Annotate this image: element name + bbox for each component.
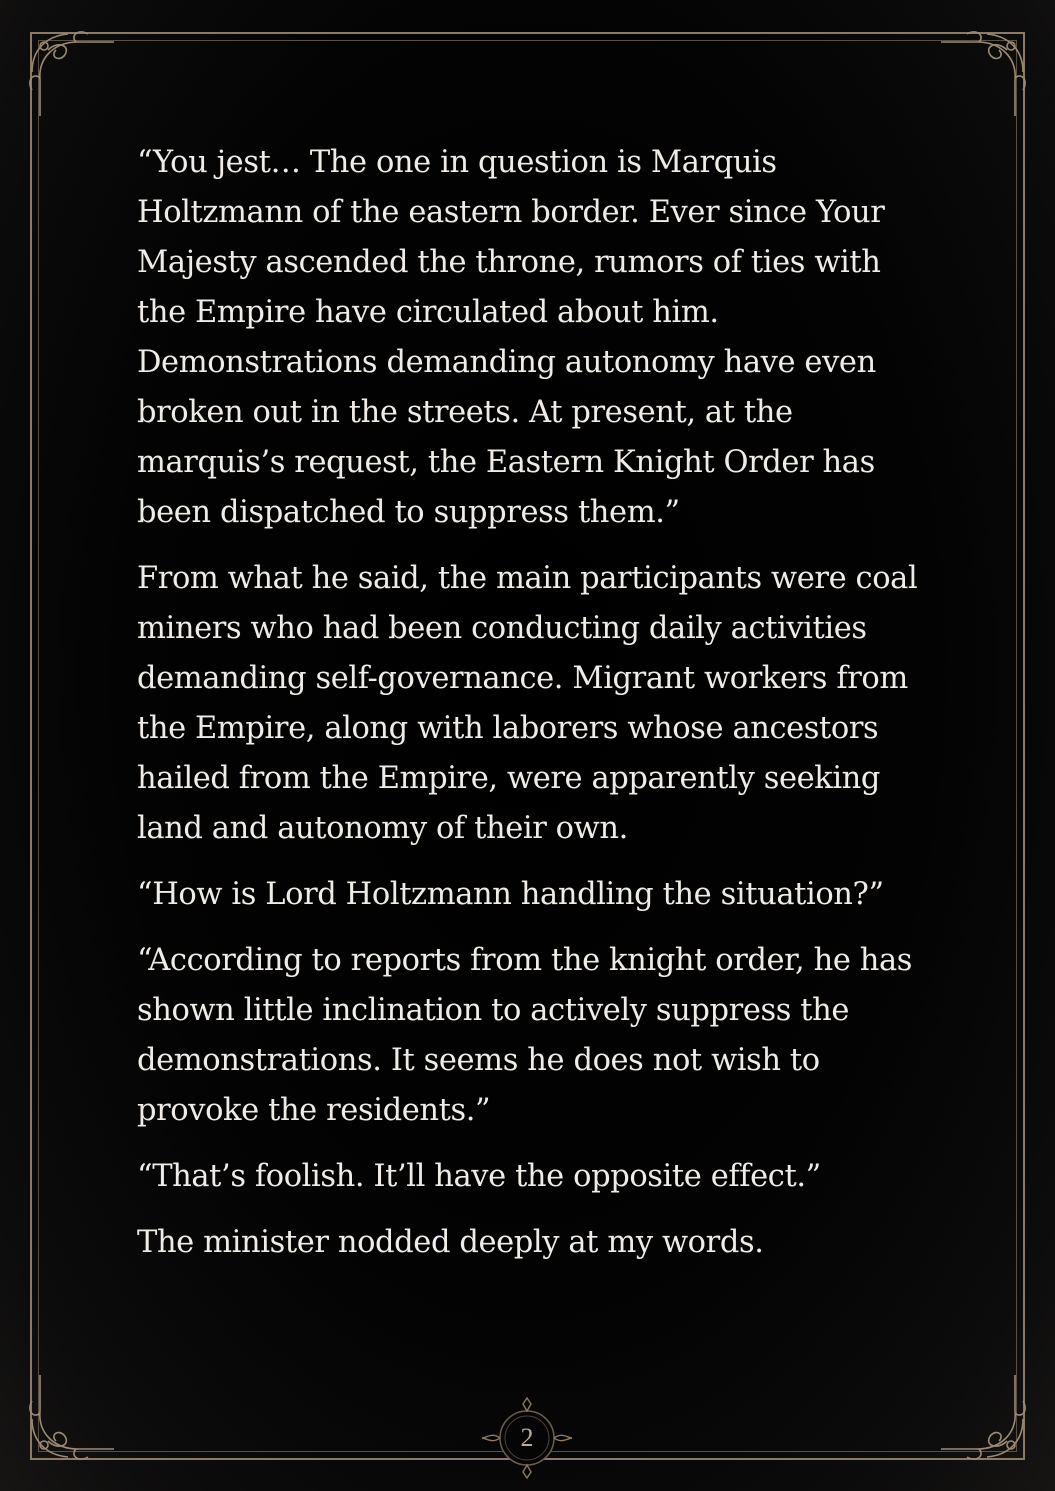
paragraph: “According to reports from the knight order, he has shown little inclination to actively suppress the demonstrations. It seems he does not wish to provoke the residents.” bbox=[137, 943, 913, 1128]
page-number: 2 bbox=[520, 1423, 534, 1452]
page-body-text bbox=[137, 138, 927, 1284]
paragraph: “You jest… The one in question is Marquis Holtzmann of the eastern border. Ever since Your Majesty ascended the throne, rumors of ties with the Empire have circulated about him. Demonstrations demanding autonomy have even broken out in the streets. At present, at the marquis’s request, the Eastern Knight Order has been dispatched to suppress them.” bbox=[137, 145, 885, 530]
paragraph: From what he said, the main participants were coal miners who had been conducting daily activities demanding self-governance. Migrant workers from the Empire, along with laborers whose ancestors hailed from the Empire, were apparently seeking land and autonomy of their own. bbox=[137, 561, 918, 846]
corner-ornament-top-left bbox=[18, 20, 118, 120]
corner-ornament-bottom-right bbox=[937, 1371, 1037, 1471]
paragraph: “That’s foolish. It’ll have the opposite effect.” bbox=[137, 1159, 821, 1194]
paragraph: “How is Lord Holtzmann handling the situation?” bbox=[137, 877, 884, 912]
corner-ornament-bottom-left bbox=[18, 1371, 118, 1471]
page-number-badge bbox=[478, 1392, 576, 1484]
paragraph: The minister nodded deeply at my words. bbox=[137, 1225, 764, 1260]
corner-ornament-top-right bbox=[937, 20, 1037, 120]
